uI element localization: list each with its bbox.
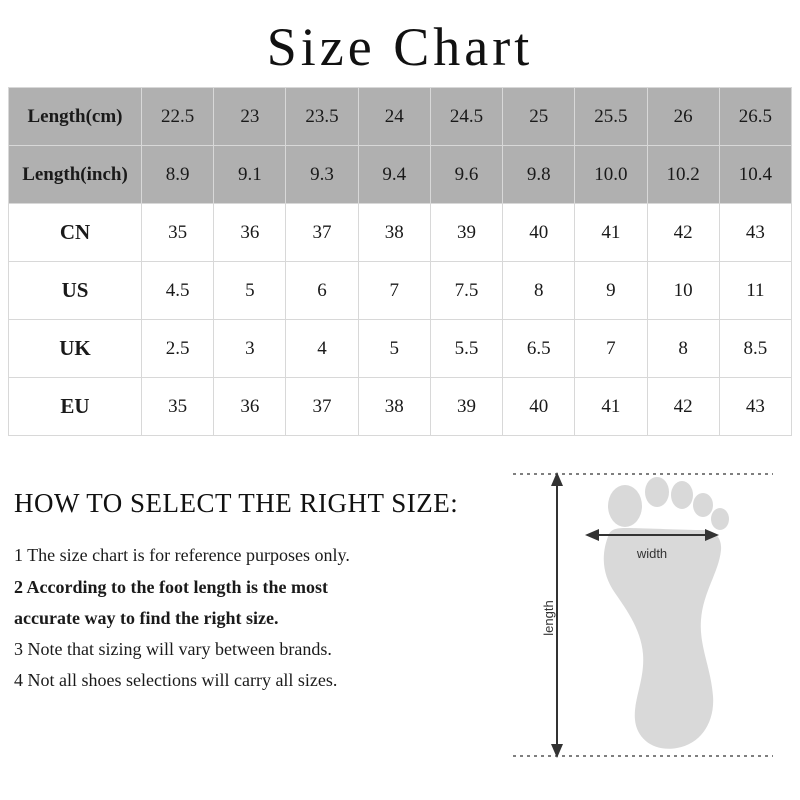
table-cell: 24.5 <box>430 88 502 146</box>
table-cell: 40 <box>503 378 575 436</box>
table-cell: 25 <box>503 88 575 146</box>
table-cell: 26.5 <box>719 88 791 146</box>
table-cell: 42 <box>647 378 719 436</box>
table-cell: 25.5 <box>575 88 647 146</box>
row-header: CN <box>9 204 142 262</box>
table-cell: 9 <box>575 262 647 320</box>
table-cell: 10.0 <box>575 146 647 204</box>
list-item: 1 The size chart is for reference purposes only. <box>14 545 350 566</box>
table-row <box>9 88 792 146</box>
table-cell: 10 <box>647 262 719 320</box>
table-cell: 37 <box>286 378 358 436</box>
table-cell: 6 <box>286 262 358 320</box>
table-cell: 41 <box>575 204 647 262</box>
table-row <box>9 262 792 320</box>
table-cell: 9.1 <box>214 146 286 204</box>
table-cell: 38 <box>358 204 430 262</box>
table-cell: 8.5 <box>719 320 791 378</box>
table-row <box>9 378 792 436</box>
list-item: 4 Not all shoes selections will carry all sizes. <box>14 670 338 691</box>
length-label: length <box>541 600 556 637</box>
width-label: width <box>636 546 668 562</box>
table-cell: 8 <box>647 320 719 378</box>
table-cell: 8 <box>503 262 575 320</box>
table-cell: 6.5 <box>503 320 575 378</box>
table-cell: 9.4 <box>358 146 430 204</box>
table-cell: 4.5 <box>142 262 214 320</box>
table-cell: 37 <box>286 204 358 262</box>
table-cell: 26 <box>647 88 719 146</box>
table-cell: 8.9 <box>142 146 214 204</box>
table-cell: 2.5 <box>142 320 214 378</box>
table-row <box>9 146 792 204</box>
list-item: accurate way to find the right size. <box>14 607 279 628</box>
table-row <box>9 320 792 378</box>
table-cell: 23 <box>214 88 286 146</box>
table-cell: 9.6 <box>430 146 502 204</box>
row-header: EU <box>9 378 142 436</box>
table-cell: 10.2 <box>647 146 719 204</box>
table-cell: 40 <box>503 204 575 262</box>
table-cell: 7 <box>358 262 430 320</box>
table-cell: 43 <box>719 378 791 436</box>
table-row <box>9 204 792 262</box>
table-cell: 5 <box>358 320 430 378</box>
lower-section <box>0 488 800 788</box>
table-cell: 42 <box>647 204 719 262</box>
how-to-select-list <box>14 541 484 695</box>
foot-measurement-diagram <box>505 468 785 778</box>
table-cell: 36 <box>214 204 286 262</box>
table-cell: 24 <box>358 88 430 146</box>
table-cell: 3 <box>214 320 286 378</box>
table-cell: 38 <box>358 378 430 436</box>
table-cell: 36 <box>214 378 286 436</box>
table-cell: 5 <box>214 262 286 320</box>
size-table <box>8 87 792 436</box>
list-item: 3 Note that sizing will vary between brands. <box>14 638 332 659</box>
row-header: Length(inch) <box>9 146 142 204</box>
table-cell: 41 <box>575 378 647 436</box>
table-cell: 43 <box>719 204 791 262</box>
table-cell: 10.4 <box>719 146 791 204</box>
list-item: 2 According to the foot length is the most <box>14 576 328 597</box>
row-header: US <box>9 262 142 320</box>
table-cell: 7.5 <box>430 262 502 320</box>
foot-icon <box>604 477 729 749</box>
table-cell: 23.5 <box>286 88 358 146</box>
table-cell: 39 <box>430 378 502 436</box>
how-to-select-block <box>14 488 484 697</box>
table-cell: 39 <box>430 204 502 262</box>
table-cell: 22.5 <box>142 88 214 146</box>
table-cell: 35 <box>142 204 214 262</box>
table-cell: 5.5 <box>430 320 502 378</box>
page-title: Size Chart <box>266 17 534 77</box>
table-cell: 4 <box>286 320 358 378</box>
table-cell: 9.3 <box>286 146 358 204</box>
table-cell: 9.8 <box>503 146 575 204</box>
table-cell: 7 <box>575 320 647 378</box>
how-to-select-title: HOW TO SELECT THE RIGHT SIZE: <box>14 488 459 519</box>
row-header: UK <box>9 320 142 378</box>
table-cell: 11 <box>719 262 791 320</box>
size-table-container <box>0 87 800 436</box>
row-header: Length(cm) <box>9 88 142 146</box>
table-cell: 35 <box>142 378 214 436</box>
